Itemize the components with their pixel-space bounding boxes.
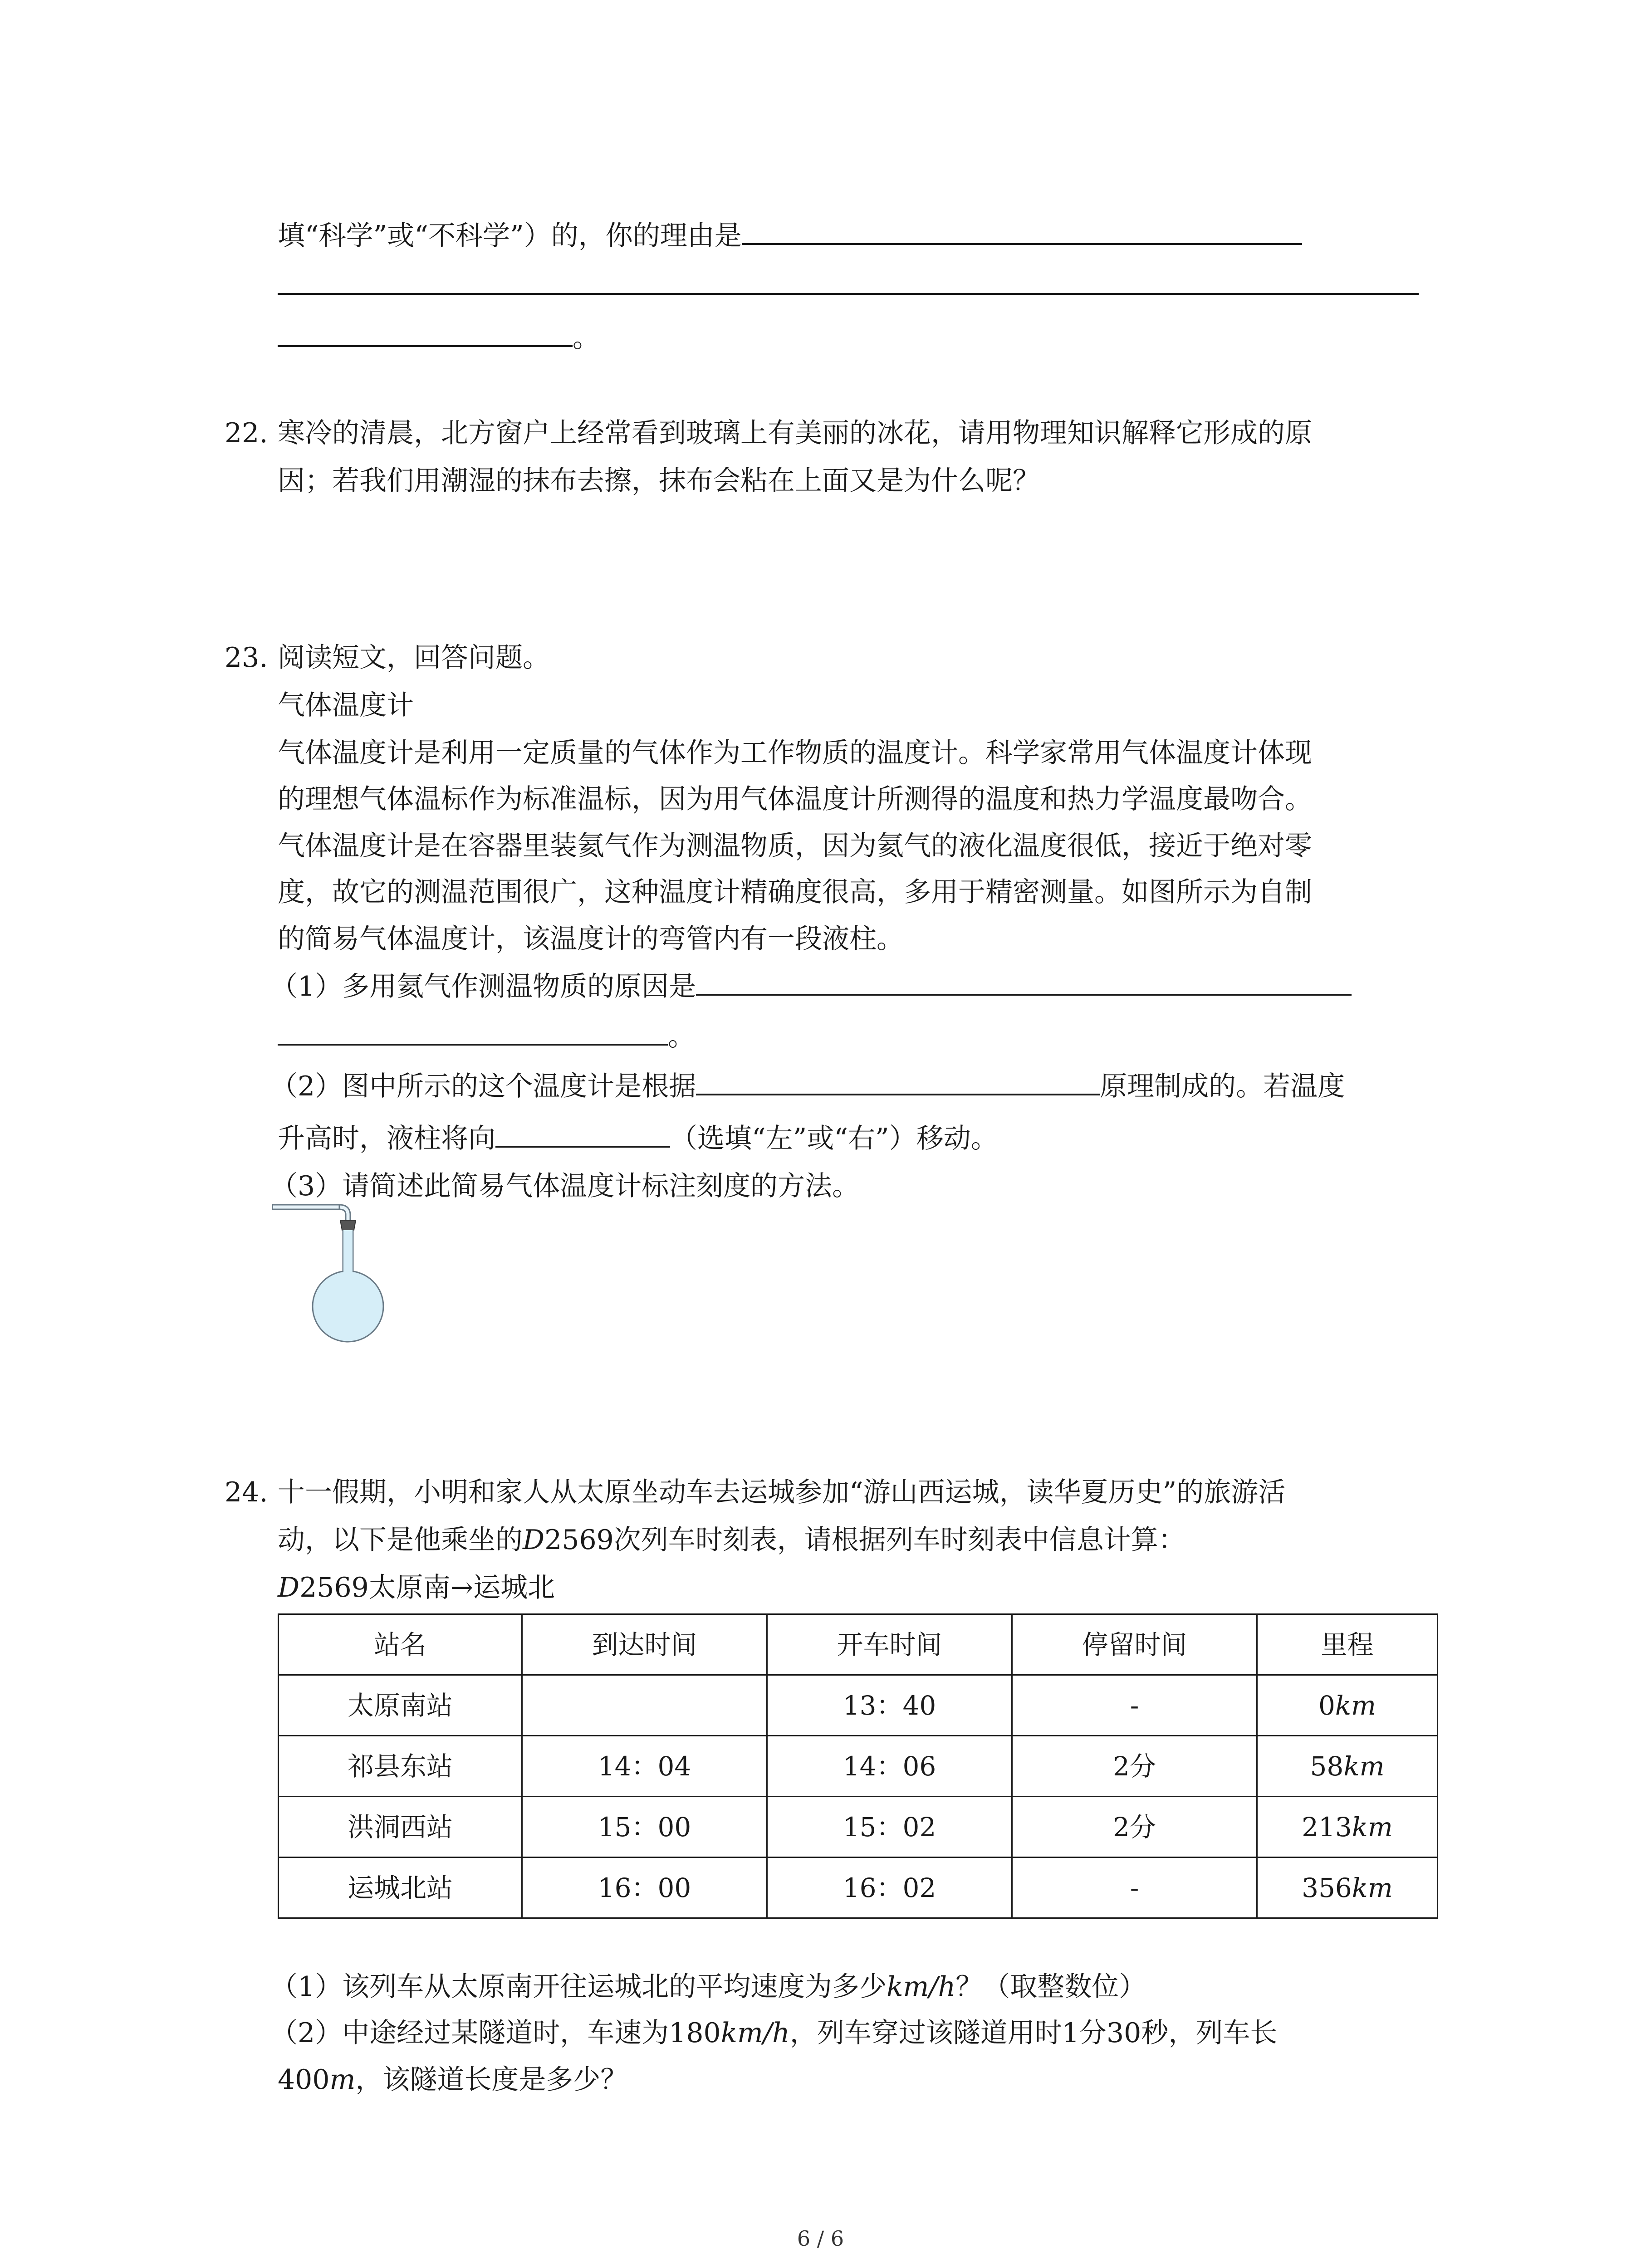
q23-number: 23. bbox=[225, 642, 268, 674]
q23-sub2-blank-principle[interactable] bbox=[696, 1064, 1100, 1095]
table-row bbox=[279, 1736, 1438, 1797]
q22-number: 22. bbox=[225, 417, 268, 449]
cell-arrival: 15：00 bbox=[522, 1797, 767, 1857]
q21-reason-label: 填“科学”或“不科学”）的，你的理由是 bbox=[278, 220, 742, 252]
q23-sub2-line bbox=[270, 1064, 1345, 1109]
q24-table-title bbox=[278, 1565, 555, 1610]
q21-period: 。 bbox=[573, 322, 600, 354]
q23-passage-line-4: 度，故它的测温范围很广，这种温度计精确度很高，多用于精密测量。如图所示为自制 bbox=[278, 876, 1312, 908]
q24-sub1-text: （1）该列车从太原南开往运城北的平均速度为多少 bbox=[270, 1971, 887, 2003]
distance-value: 356 bbox=[1302, 1872, 1352, 1903]
q21-reason-line-3 bbox=[278, 315, 600, 361]
distance-unit: km bbox=[1352, 1811, 1393, 1843]
cell-distance bbox=[1257, 1736, 1438, 1797]
cell-arrival: 16：00 bbox=[522, 1857, 767, 1918]
q23-passage-line-2: 的理想气体温标作为标准温标，因为用气体温度计所测得的温度和热力学温度最吻合。 bbox=[278, 783, 1312, 815]
q23-passage-line-5: 的简易气体温度计，该温度计的弯管内有一段液柱。 bbox=[278, 923, 904, 955]
horizontal-tube bbox=[272, 1205, 339, 1209]
table-row bbox=[279, 1857, 1438, 1918]
table-row bbox=[279, 1675, 1438, 1736]
cell-station: 运城北站 bbox=[279, 1857, 522, 1918]
q24-table-title-text: 2569太原南→运城北 bbox=[299, 1572, 555, 1603]
distance-unit: km bbox=[1352, 1872, 1393, 1903]
q23-sub2-blank-direction[interactable] bbox=[495, 1116, 670, 1148]
header-stop: 停留时间 bbox=[1012, 1614, 1257, 1675]
q24-sub2-text-2: ，列车穿过该隧道用时1分30秒，列车长 bbox=[789, 2017, 1278, 2049]
q24-sub2 bbox=[270, 2010, 1277, 2056]
distance-value: 0 bbox=[1318, 1690, 1335, 1721]
q22-line-1 bbox=[225, 411, 1312, 456]
flask-neck-join bbox=[343, 1270, 353, 1276]
tube-bend bbox=[339, 1205, 350, 1222]
page-number: 6 / 6 bbox=[797, 2226, 844, 2251]
q24-sub2-length: 400 bbox=[278, 2064, 330, 2096]
cell-station: 祁县东站 bbox=[279, 1736, 522, 1797]
q23-sub1-label: （1）多用氦气作测温物质的原因是 bbox=[270, 971, 696, 1002]
cell-station: 太原南站 bbox=[279, 1675, 522, 1736]
cell-station: 洪洞西站 bbox=[279, 1797, 522, 1857]
q23-sub1-period: 。 bbox=[668, 1021, 695, 1052]
cell-distance bbox=[1257, 1857, 1438, 1918]
q23-passage-title: 气体温度计 bbox=[278, 689, 414, 721]
distance-value: 58 bbox=[1310, 1750, 1344, 1782]
q23-sub2-label: （2）图中所示的这个温度计是根据 bbox=[270, 1070, 696, 1102]
q24-sub2-unit-2: m bbox=[329, 2064, 356, 2096]
q24-text-2c: 2569次列车时刻表，请根据列车时刻表中信息计算： bbox=[544, 1524, 1185, 1556]
header-station: 站名 bbox=[279, 1614, 522, 1675]
q24-number: 24. bbox=[225, 1476, 268, 1508]
q23-sub2-label-2: 原理制成的。若温度 bbox=[1100, 1070, 1345, 1102]
header-distance: 里程 bbox=[1257, 1614, 1438, 1675]
q24-table-title-letter: D bbox=[278, 1572, 300, 1603]
cell-departure: 16：02 bbox=[767, 1857, 1012, 1918]
q22-text-1: 寒冷的清晨，北方窗户上经常看到玻璃上有美丽的冰花，请用物理知识解释它形成的原 bbox=[278, 417, 1312, 449]
q23-passage-line-3: 气体温度计是在容器里装氦气作为测温物质，因为氦气的液化温度很低，接近于绝对零 bbox=[278, 830, 1312, 862]
train-timetable bbox=[278, 1613, 1438, 1919]
q23-sub1-line-2 bbox=[278, 1014, 695, 1059]
q24-train-letter: D bbox=[523, 1524, 545, 1556]
flask-neck-fill bbox=[343, 1230, 353, 1276]
q23-line-intro bbox=[225, 635, 550, 680]
q24-sub2-unit-1: km/h bbox=[720, 2017, 790, 2049]
header-departure: 开车时间 bbox=[767, 1614, 1012, 1675]
q24-sub2-line-2 bbox=[278, 2057, 627, 2102]
table-header-row bbox=[279, 1614, 1438, 1675]
q24-sub2-text: （2）中途经过某隧道时，车速为180 bbox=[270, 2017, 721, 2049]
q23-sub2-label-3: 升高时，液柱将向 bbox=[278, 1123, 495, 1154]
gas-thermometer-figure bbox=[272, 1202, 404, 1347]
q24-line-1 bbox=[225, 1470, 1286, 1515]
cell-departure: 13：40 bbox=[767, 1675, 1012, 1736]
q21-reason-line bbox=[278, 213, 1302, 259]
cell-stop: 2分 bbox=[1012, 1736, 1257, 1797]
q24-sub2-text-3: ，该隧道长度是多少？ bbox=[355, 2064, 628, 2096]
q24-sub1 bbox=[270, 1964, 1146, 2009]
q24-text-1: 十一假期，小明和家人从太原坐动车去运城参加“游山西运城，读华夏历史”的旅游活 bbox=[278, 1476, 1286, 1508]
cell-distance bbox=[1257, 1675, 1438, 1736]
header-arrival: 到达时间 bbox=[522, 1614, 767, 1675]
q23-sub3-text: （3）请简述此简易气体温度计标注刻度的方法。 bbox=[270, 1170, 860, 1202]
cell-stop: 2分 bbox=[1012, 1797, 1257, 1857]
cell-stop: - bbox=[1012, 1857, 1257, 1918]
table-row bbox=[279, 1797, 1438, 1857]
q21-reason-line-2 bbox=[278, 263, 1419, 308]
q24-sub1-unit: km/h bbox=[887, 1971, 956, 2003]
cell-departure: 14：06 bbox=[767, 1736, 1012, 1797]
flask-bulb bbox=[313, 1271, 383, 1342]
q23-sub1-blank[interactable] bbox=[696, 964, 1352, 996]
cell-arrival: 14：04 bbox=[522, 1736, 767, 1797]
cell-stop: - bbox=[1012, 1675, 1257, 1736]
cell-distance bbox=[1257, 1797, 1438, 1857]
q21-reason-blank[interactable] bbox=[742, 213, 1302, 245]
cell-arrival bbox=[522, 1675, 767, 1736]
q23-passage-line-1: 气体温度计是利用一定质量的气体作为工作物质的温度计。科学家常用气体温度计体现 bbox=[278, 737, 1312, 769]
q23-sub1-line bbox=[270, 964, 1352, 1009]
q24-line-2 bbox=[278, 1517, 1185, 1563]
q23-sub2-label-4: （选填“左”或“右”）移动。 bbox=[670, 1123, 998, 1154]
distance-unit: km bbox=[1335, 1690, 1376, 1721]
q21-reason-blank-3[interactable] bbox=[278, 315, 573, 347]
q24-text-2a: 动，以下是他乘坐的 bbox=[278, 1524, 523, 1556]
rubber-stopper bbox=[340, 1220, 356, 1230]
q21-reason-blank-2[interactable] bbox=[278, 263, 1419, 295]
distance-unit: km bbox=[1343, 1750, 1385, 1782]
q23-sub2-line-2 bbox=[278, 1116, 998, 1161]
distance-value: 213 bbox=[1302, 1811, 1352, 1843]
q24-sub1-text-2: ？（取整数位） bbox=[955, 1971, 1146, 2003]
q22-text-2: 因；若我们用潮湿的抹布去擦，抹布会粘在上面又是为什么呢？ bbox=[278, 465, 1040, 497]
q23-sub1-blank-2[interactable] bbox=[278, 1014, 668, 1046]
q23-intro: 阅读短文，回答问题。 bbox=[278, 642, 550, 674]
cell-departure: 15：02 bbox=[767, 1797, 1012, 1857]
